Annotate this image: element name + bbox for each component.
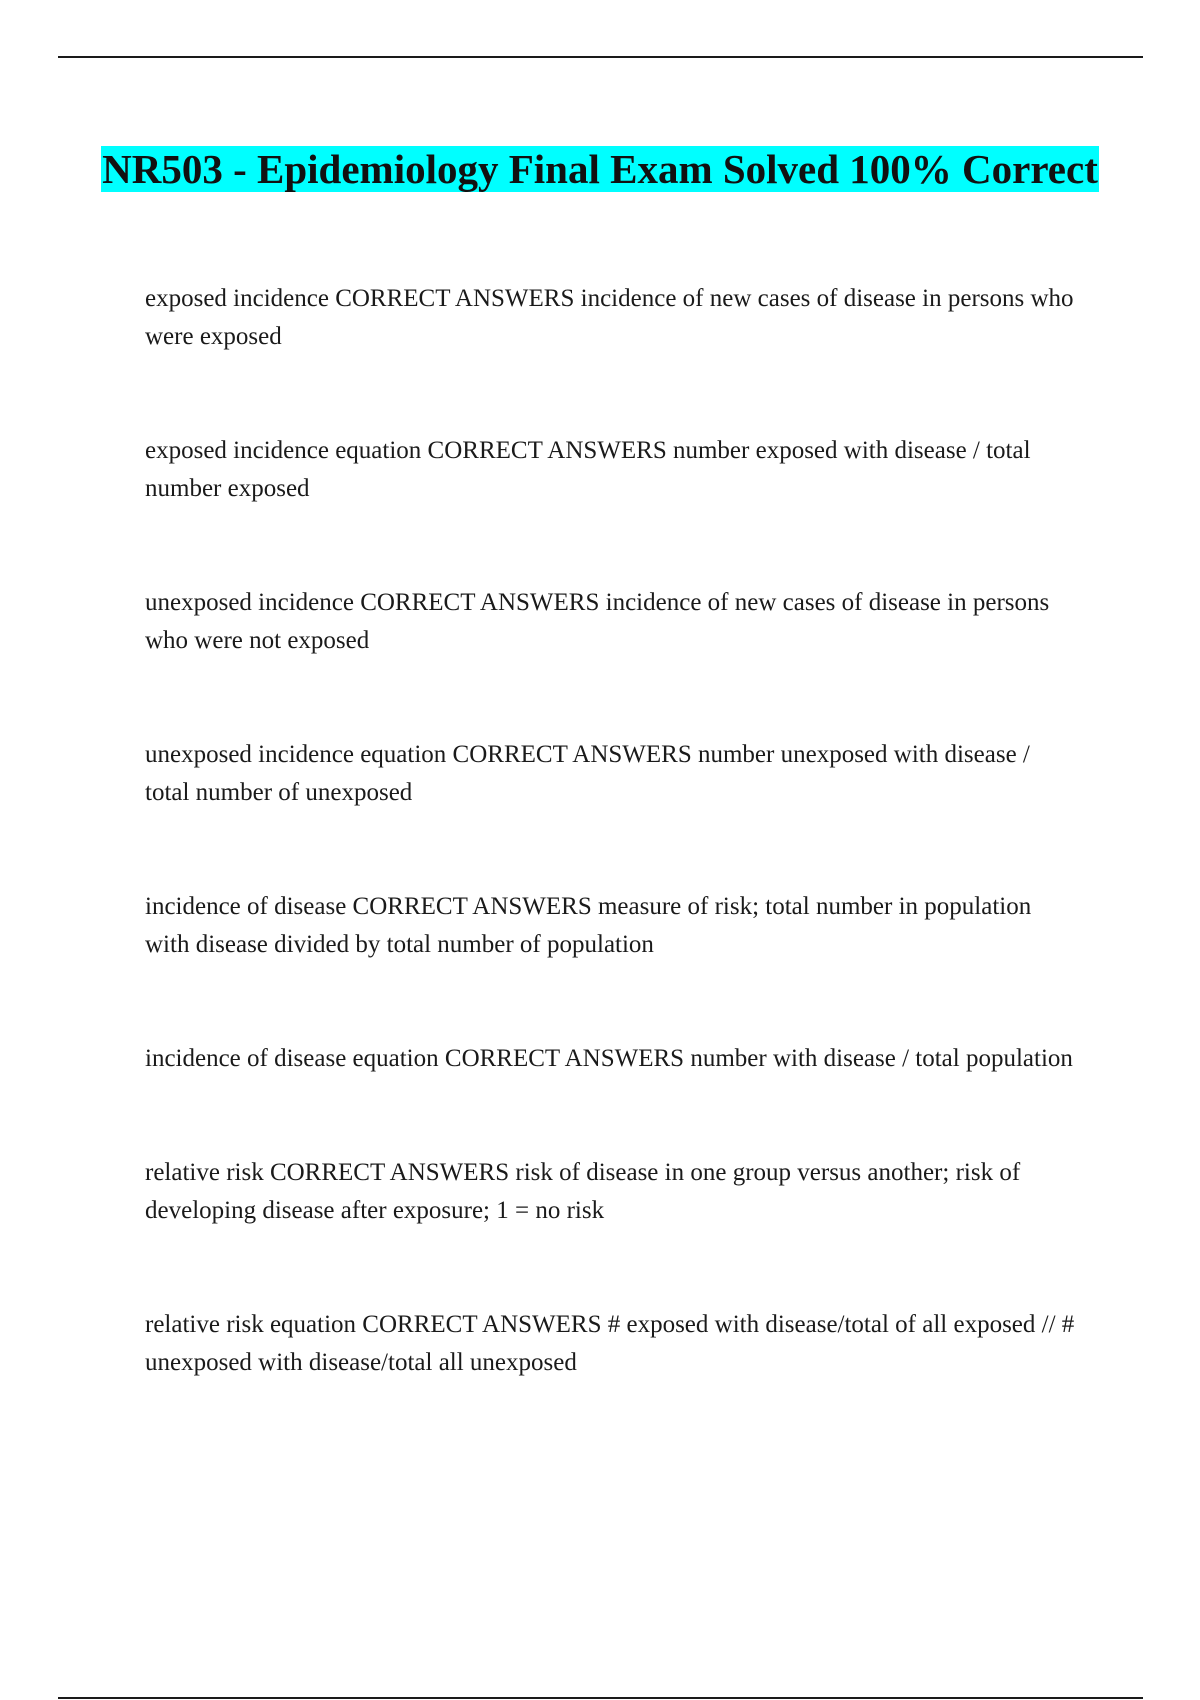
entry-incidence-of-disease	[145, 888, 1080, 964]
entry-answer: measure of risk; total number in population with disease divided by total number of population	[145, 893, 1032, 958]
entry-exposed-incidence-equation	[145, 432, 1080, 508]
top-rule	[58, 56, 1143, 58]
entry-relative-risk-equation	[145, 1306, 1080, 1382]
entry-answer-label: CORRECT ANSWERS	[444, 1045, 685, 1072]
entry-answer: number exposed with disease / total number exposed	[145, 437, 1031, 502]
entry-incidence-of-disease-equation	[145, 1040, 1080, 1078]
entry-unexposed-incidence-equation	[145, 736, 1080, 812]
entry-answer: number unexposed with disease / total number of unexposed	[145, 741, 1030, 806]
entry-term: incidence of disease equation	[145, 1045, 439, 1072]
entry-term: unexposed incidence	[145, 589, 354, 616]
entry-term: exposed incidence equation	[145, 437, 422, 464]
entry-answer-label: CORRECT ANSWERS	[335, 285, 575, 312]
entry-relative-risk	[145, 1154, 1080, 1230]
entries-list	[145, 280, 1080, 1458]
entry-term: exposed incidence	[145, 285, 329, 312]
entry-exposed-incidence	[145, 280, 1080, 356]
bottom-rule	[58, 1697, 1143, 1699]
entry-answer-label: CORRECT ANSWERS	[360, 589, 600, 616]
document-title: NR503 - Epidemiology Final Exam Solved 100% Correct	[102, 146, 1098, 192]
entry-answer: risk of disease in one group versus another; risk of developing disease after exposure; 1 = no risk	[145, 1159, 1021, 1224]
entry-answer: # exposed with disease/total of all exposed // # unexposed with disease/total all unexposed	[145, 1311, 1075, 1376]
entry-term: unexposed incidence equation	[145, 741, 447, 768]
entry-term: relative risk equation	[145, 1311, 357, 1338]
entry-answer-label: CORRECT ANSWERS	[352, 893, 592, 920]
entry-answer: number with disease / total population	[690, 1045, 1073, 1072]
entry-answer-label: CORRECT ANSWERS	[269, 1159, 510, 1186]
entry-answer: incidence of new cases of disease in persons who were not exposed	[145, 589, 1050, 654]
entry-answer-label: CORRECT ANSWERS	[452, 741, 692, 768]
entry-answer-label: CORRECT ANSWERS	[362, 1311, 602, 1338]
entry-answer-label: CORRECT ANSWERS	[427, 437, 667, 464]
document-title-block	[100, 140, 1100, 198]
entry-unexposed-incidence	[145, 584, 1080, 660]
entry-answer: incidence of new cases of disease in persons who were exposed	[145, 285, 1074, 350]
entry-term: incidence of disease	[145, 893, 347, 920]
entry-term: relative risk	[145, 1159, 264, 1186]
